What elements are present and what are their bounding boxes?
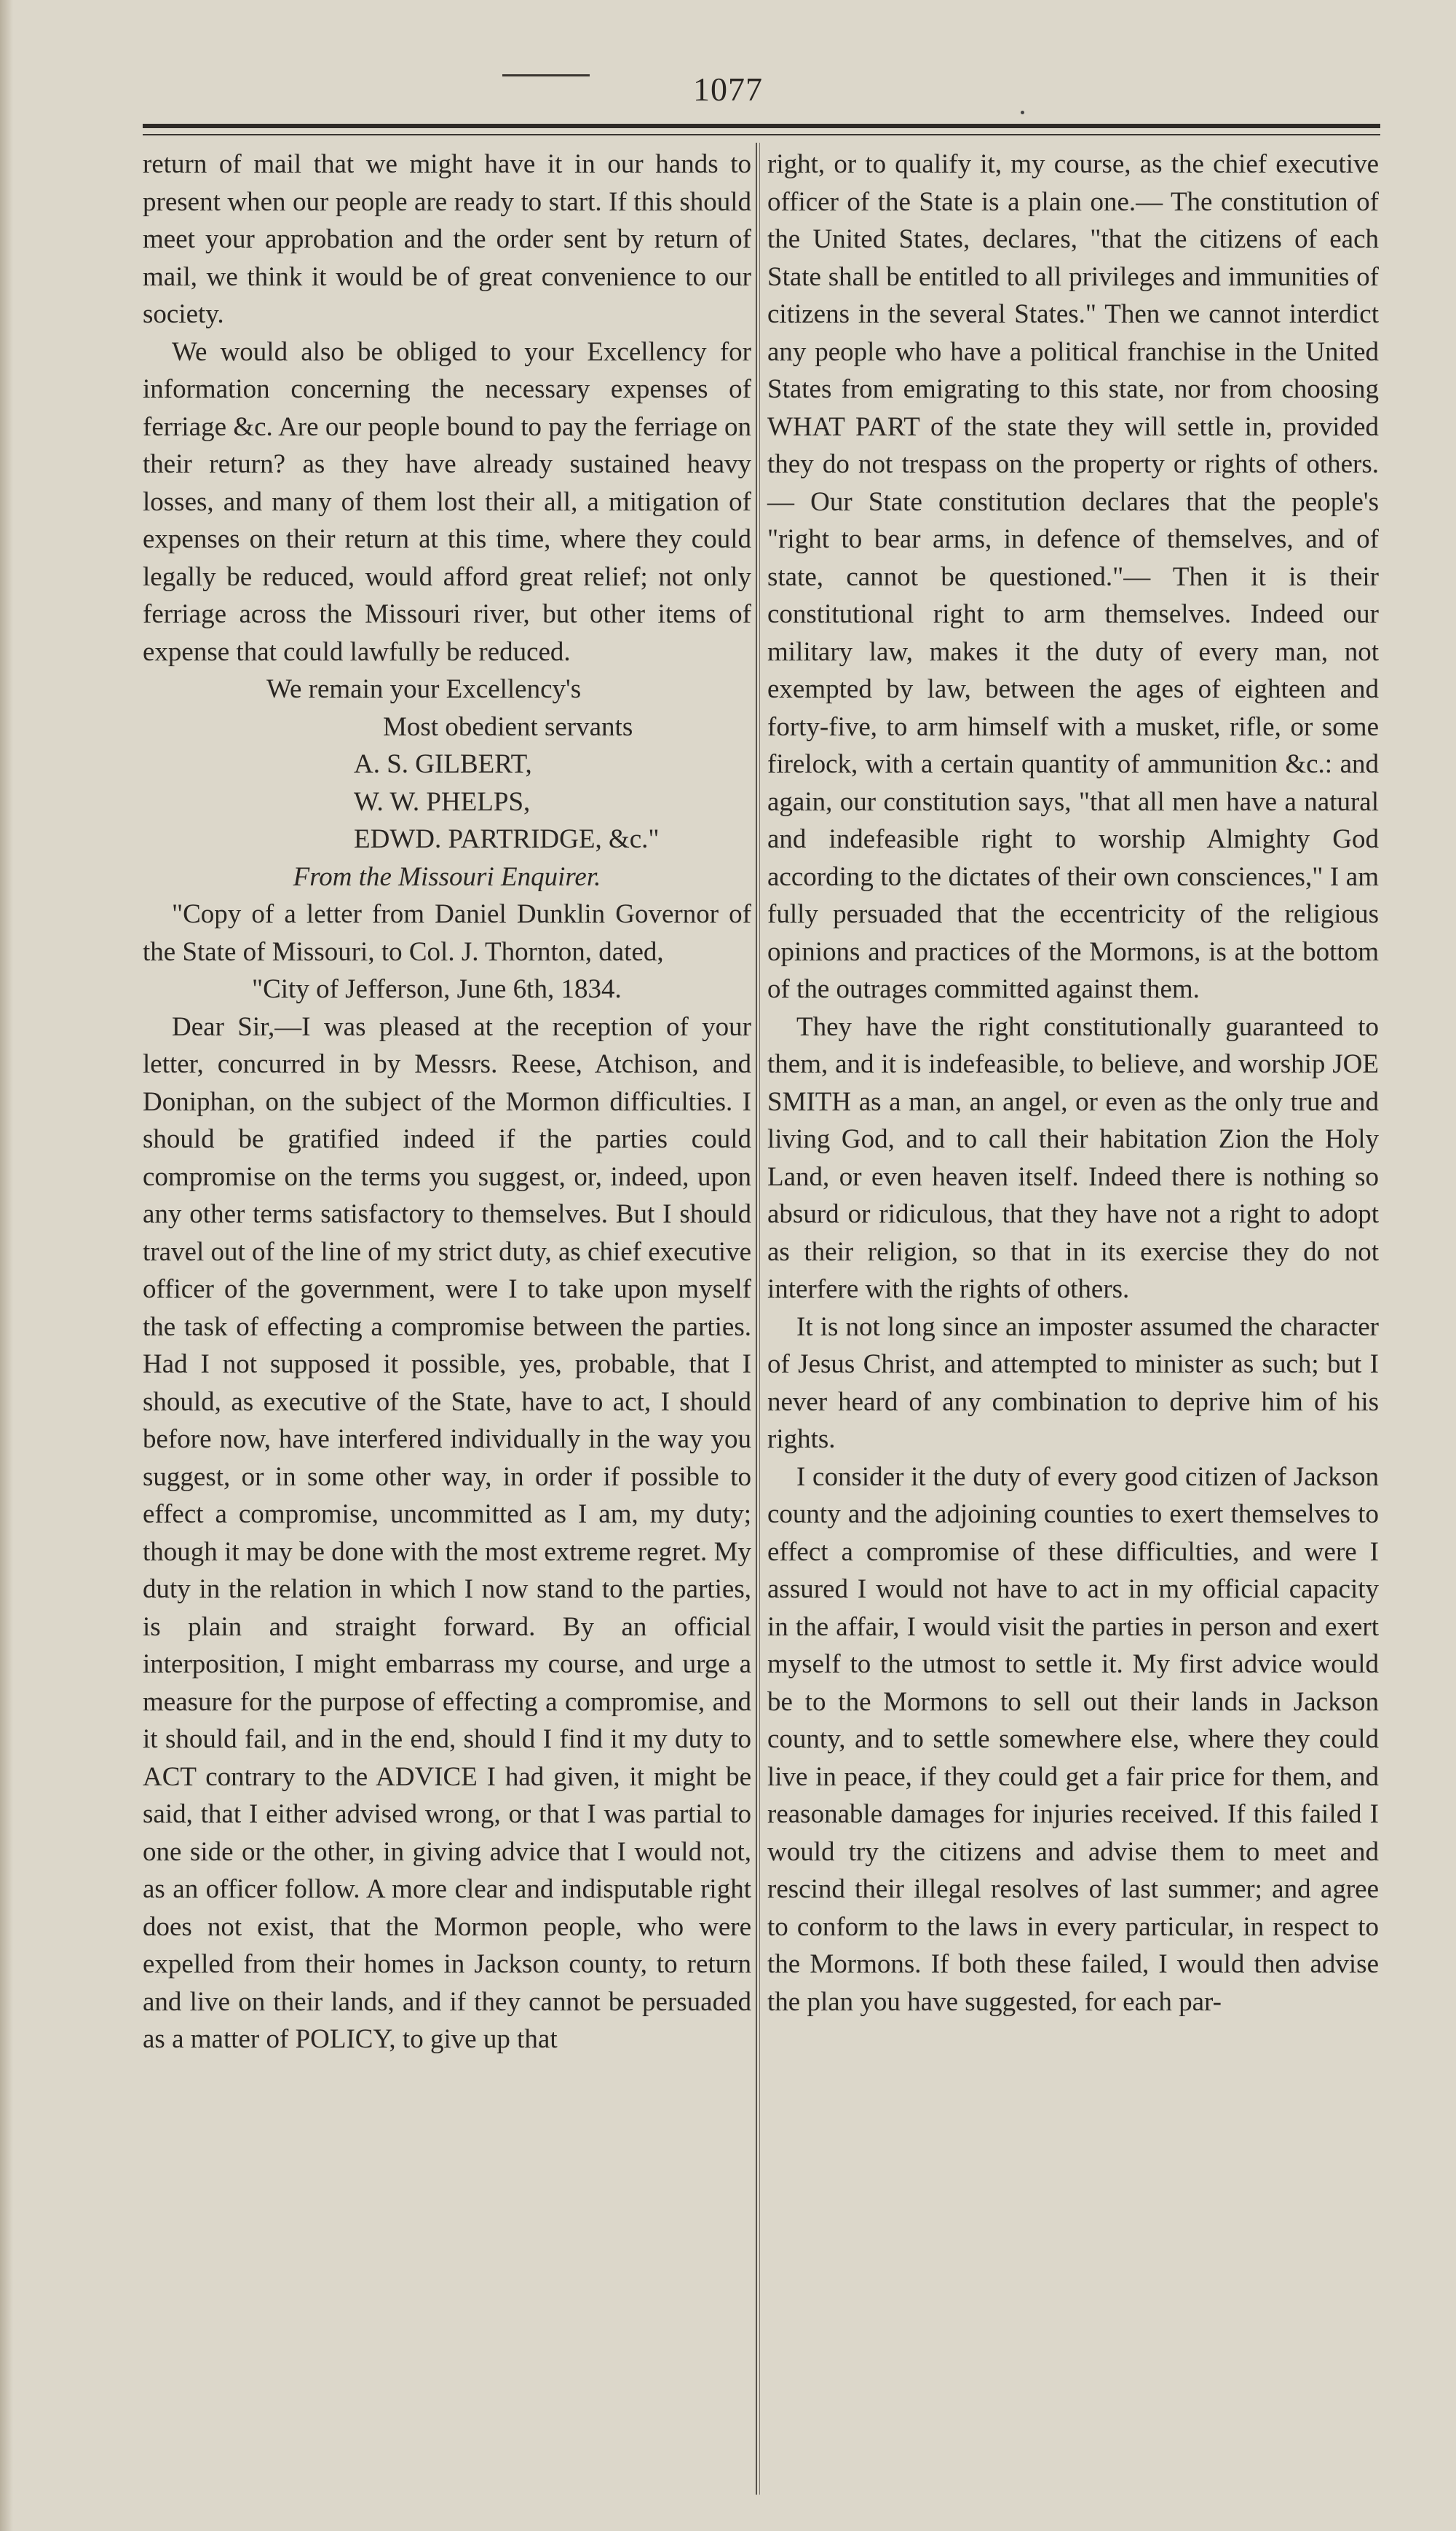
left-paragraph-2: We would also be obliged to your Excellency for information concerning the necessary expenses of ferriage &c. Are our people bound to pay the ferriage on their return? as they have already sustained heavy losses, and many of them lost their all, a mitigation of expenses on their return at this time, where they could legally be reduced, would afford great relief; not only ferriage across the Missouri river, but other items of expense that could lawfully be reduced. xyxy=(143,336,751,667)
right-paragraph-1: right, or to qualify it, my course, as the chief executive officer of the State is a plain one.— The constitution of the United States, declares, "that the citizens of each State shall be entitled to all privileges and immunities of citizens in the several States." Then we cannot interdict any people who have a political franchise in the United States from emigrating to this state, nor from choosing WHAT PART of the state they will settle in, provided they do not trespass on the property or rights of others.— Our State constitution declares that the people's "right to bear arms, in defence of themselves, and of state, cannot be questioned."— Then it is their constitutional right to arm themselves. Indeed our military law, makes it the duty of every man, not exempted by law, between the ages of eighteen and forty-five, to arm himself with a musket, rifle, or some firelock, with a certain quantity of ammunition &c.: and again, our constitution says, "that all men have a natural and indefeasible right to worship Almighty God according to the dictates of their own consciences," I am fully persuaded that the eccentricity of the religious opinions and practices of the Mormons, is at the bottom of the outrages committed against them. xyxy=(767,149,1379,1004)
header-dot xyxy=(1021,111,1024,114)
source-attribution: From the Missouri Enquirer. xyxy=(293,861,601,892)
header-rule-thick xyxy=(143,124,1380,128)
right-paragraph-3: It is not long since an imposter assumed the character of Jesus Christ, and attempted to minister as such; but I never heard of any combination to deprive him of his rights. xyxy=(767,1311,1379,1454)
header-rule-thin xyxy=(143,134,1380,135)
closing-line: We remain your Excellency's xyxy=(266,674,582,704)
column-divider-inner xyxy=(759,143,760,2495)
left-column xyxy=(143,146,751,2058)
signer-partridge: EDWD. PARTRIDGE, &c." xyxy=(354,824,660,854)
letter-intro: "Copy of a letter from Daniel Dunklin Governor of the State of Missouri, to Col. J. Thornton, dated, xyxy=(143,899,751,967)
right-paragraph-2: They have the right constitutionally guaranteed to them, and it is indefeasible, to believe, and worship JOE SMITH as a man, an angel, or even as the only true and living God, and to call their habitation Zion the Holy Land, or even heaven itself. Indeed there is nothing so absurd or ridiculous, that they have not a right to adopt as their religion, so that in its exercise they do not interfere with the rights of others. xyxy=(767,1011,1379,1304)
column-divider xyxy=(756,143,757,2495)
right-paragraph-4: I consider it the duty of every good citizen of Jackson county and the adjoining counties to exert themselves to effect a compromise of these difficulties, and were I assured I would not have to act in my official capacity in the affair, I would visit the parties in person and exert myself to the utmost to settle it. My first advice would be to the Mormons to sell out their lands in Jackson county, and to settle somewhere else, where they could live in peace, if they could get a fair price for them, and reasonable damages for injuries received. If this failed I would try the citizens and advise them to meet and rescind their illegal resolves of last summer; and agree to conform to the laws in every particular, in respect to the Mormons. If both these failed, I would then advise the plan you have suggested, for each par- xyxy=(767,1461,1379,2017)
signer-gilbert: A. S. GILBERT, xyxy=(354,749,532,779)
closing-line-2: Most obedient servants xyxy=(383,711,633,742)
left-paragraph-3: Dear Sir,—I was pleased at the reception of your letter, concurred in by Messrs. Reese, Atchison, and Doniphan, on the subject of the Mormon difficulties. I should be gratified indeed if the parties could compromise on the terms you suggest, or, indeed, upon any other terms satisfactory to themselves. But I should travel out of the line of my strict duty, as chief executive officer of the government, were I to take upon myself the task of effecting a compromise between the parties. Had I not supposed it possible, yes, probable, that I should, as executive of the State, have to act, I should before now, have interfered individually in the way you suggest, or in some other way, in order if possible to effect a compromise, uncommitted as I am, my duty; though it may be done with the most extreme regret. My duty in the relation in which I now stand to the parties, is plain and straight forward. By an official interposition, I might embarrass my course, and urge a measure for the purpose of effecting a compromise, and it should fail, and in the end, should I find it my duty to ACT contrary to the ADVICE I had given, it might be said, that I either advised wrong, or that I was partial to one side or the other, in giving advice that I would not, as an officer follow. A more clear and indisputable right does not exist, that the Mormon people, who were expelled from their homes in Jackson county, to return and live on their lands, and if they cannot be persuaded as a matter of POLICY, to give up that xyxy=(143,1011,751,2054)
page-number: 1077 xyxy=(693,71,763,108)
left-paragraph-1: return of mail that we might have it in our hands to present when our people are ready to start. If this should meet your approbation and the order sent by return of mail, we think it would be of great convenience to our society. xyxy=(143,149,751,329)
right-column xyxy=(767,146,1379,2021)
letter-dateline: "City of Jefferson, June 6th, 1834. xyxy=(252,974,622,1004)
signer-phelps: W. W. PHELPS, xyxy=(354,786,531,817)
